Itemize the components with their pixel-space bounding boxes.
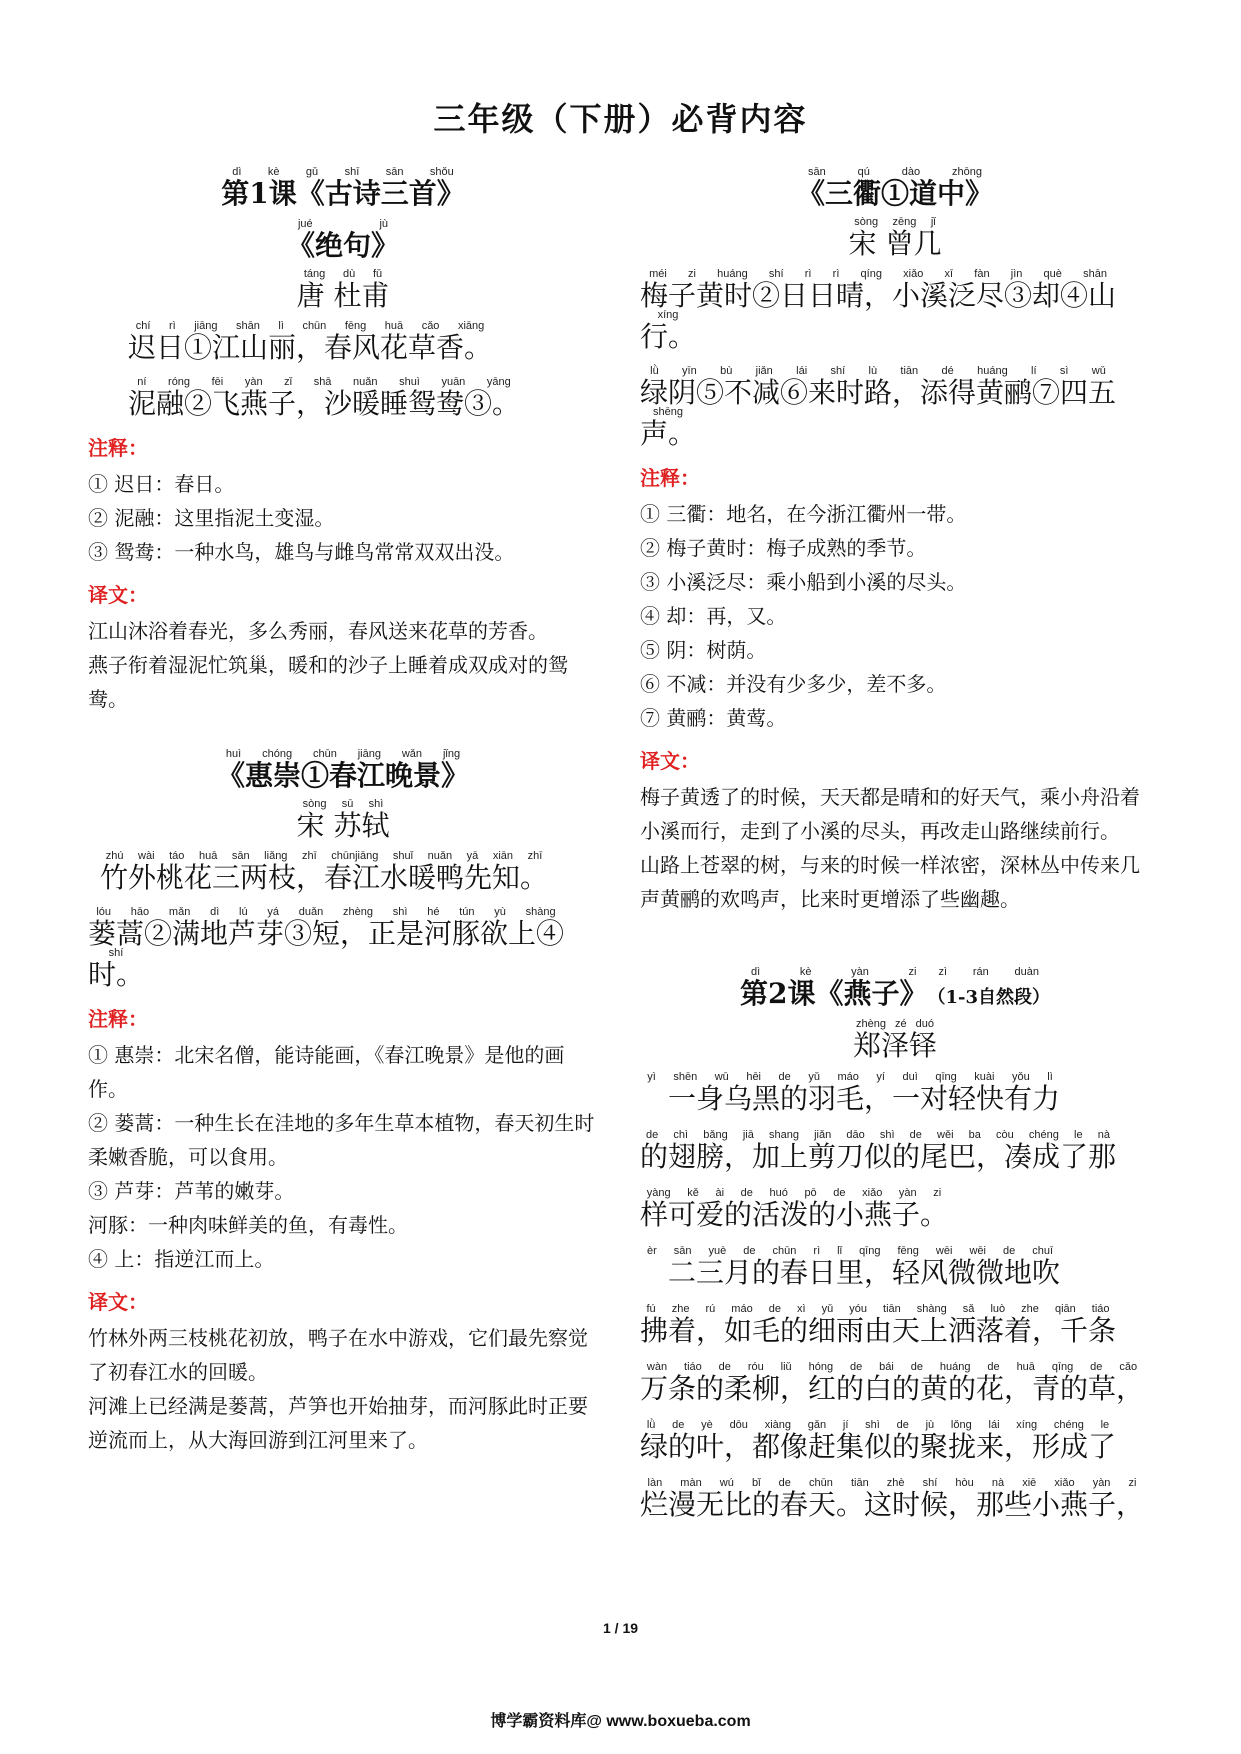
poem3-note: ⑦ 黄鹂：黄莺。 [640,706,787,730]
poem3-author-line [640,216,1150,262]
poem2-verse-1 [88,850,598,896]
page-number: 1 / 19 [602,1620,639,1636]
poem2-translation-heading: 译文： [88,1290,148,1314]
lesson2-line-text: 二三月的春日里，轻风微微地吹 [640,1256,1061,1289]
poem1-translation: 江山沐浴着春光，多么秀丽，春风送来花草的芳香。 [88,619,548,643]
poem3-line1: 梅子黄时②日日晴，小溪泛尽③却④山行。 [640,279,1117,353]
lesson2-author: 郑泽铎 [852,1029,937,1062]
lesson2-range: （1-3自然段） [927,987,1050,1008]
poem1-title: 《绝句》 [286,229,399,262]
lesson2-line [640,1070,1150,1128]
poem1-line1-pinyin: chí rì jiāng shān lì chūn fēng huā cǎo xiāng [128,320,492,332]
poem3-author: 宋 曾几 [848,227,942,260]
poem1-note: ① 迟日：春日。 [88,472,235,496]
lesson2-line [640,1128,1150,1186]
poem2-note: ② 蒌蒿：一种生长在洼地的多年生草本植物，春天初生时柔嫩香脆，可以食用。 [88,1111,595,1169]
poem2-note: ④ 上：指逆江而上。 [88,1247,275,1271]
poem1-author: 唐 杜甫 [296,279,390,312]
poem2-author: 宋 苏轼 [296,809,390,842]
lesson2-author-pinyin: zhèng zé duó [852,1018,937,1030]
lesson2-author-line [640,1018,1150,1064]
lesson2-line-pinyin: lǜ de yè dōu xiàng gǎn jí shì de jù lǒng lái xíng chéng le [640,1419,1116,1431]
left-column [88,160,598,1457]
poem1-heading [88,218,598,264]
poem2-heading [88,748,598,794]
poem2-notes-heading: 注释： [88,1007,148,1031]
poem2-note: 河豚：一种肉味鲜美的鱼，有毒性。 [88,1213,408,1237]
poem1-verse-2 [88,376,598,422]
poem3-note: ① 三衢：地名，在今浙江衢州一带。 [640,502,967,526]
poem2-title-pinyin: huì chóng chūn jiāng wǎn jǐng [216,748,469,760]
poem1-line2-pinyin: ní róng fēi yàn zǐ shā nuǎn shuì yuān yāng [128,376,521,388]
lesson2-line [640,1302,1150,1360]
lesson2-line [640,1186,1150,1244]
poem1-note: ② 泥融：这里指泥土变湿。 [88,506,335,530]
lesson2-line-pinyin: èr sān yuè de chūn rì lǐ qīng fēng wēi wēi de chuī [640,1245,1060,1257]
lesson2-line-pinyin: yì shēn wū hēi de yǔ máo yí duì qīng kuài yǒu lì [640,1071,1061,1083]
lesson1-title: 第1课《古诗三首》 [221,177,465,210]
lesson2-line-text: 一身乌黑的羽毛，一对轻快有力 [640,1082,1061,1115]
poem3-line2: 绿阴⑤不减⑥来时路，添得黄鹂⑦四五声。 [640,376,1117,450]
lesson2-line-pinyin: làn màn wú bǐ de chūn tiān zhè shí hòu nà xiē xiǎo yàn zi [640,1477,1144,1489]
poem2-author-line [88,798,598,844]
lesson1-heading [88,166,598,212]
right-column [640,160,1150,1534]
poem3-note: ⑥ 不减：并没有少多少，差不多。 [640,672,947,696]
poem3-note: ⑤ 阴：树荫。 [640,638,767,662]
lesson2-line [640,1360,1150,1418]
poem3-note: ② 梅子黄时：梅子成熟的季节。 [640,536,927,560]
lesson2-line-text: 烂漫无比的春天。这时候，那些小燕子， [640,1488,1145,1521]
poem3-title: 《三衢①道中》 [796,177,993,210]
poem3-verse-1 [640,268,1150,355]
poem2-line2-pinyin: lóu hāo mǎn dì lú yá duǎn zhèng shì hé tún yù shàng shí [88,906,564,959]
lesson2-text [640,1070,1150,1534]
poem1-translation: 燕子衔着湿泥忙筑巢，暖和的沙子上睡着成双成对的鸳鸯。 [88,653,568,711]
lesson2-line-text: 拂着，如毛的细雨由天上洒落着，千条 [640,1314,1117,1347]
lesson2-line-pinyin: fú zhe rú máo de xì yǔ yóu tiān shàng sǎ luò zhe qiān tiáo [640,1303,1117,1315]
poem2-author-pinyin: sòng sū shì [296,798,390,810]
poem3-line2-pinyin: lǜ yīn bù jiǎn lái shí lù tiān dé huáng lí sì wǔ shēng [640,365,1117,418]
poem1-line2: 泥融②飞燕子，沙暖睡鸳鸯③。 [128,387,521,420]
poem3-heading [640,166,1150,212]
page-title: 三年级（下册）必背内容 [433,100,808,138]
lesson2-line-text: 万条的柔柳，红的白的黄的花，青的草， [640,1372,1145,1405]
poem3-notes-heading: 注释： [640,466,700,490]
poem1-translation-heading: 译文： [88,583,148,607]
lesson2-line [640,1244,1150,1302]
lesson1-pinyin: dì kè gǔ shī sān shǒu [221,166,465,178]
poem3-note: ③ 小溪泛尽：乘小船到小溪的尽头。 [640,570,967,594]
poem2-translation: 竹林外两三枝桃花初放，鸭子在水中游戏，它们最先察觉了初春江水的回暖。 [88,1326,588,1384]
lesson2-line-text: 样可爱的活泼的小燕子。 [640,1198,949,1231]
poem1-note: ③ 鸳鸯：一种水鸟，雄鸟与雌鸟常常双双出没。 [88,540,515,564]
poem3-note: ④ 却：再，又。 [640,604,787,628]
poem1-title-pinyin: jué jù [286,218,399,230]
poem2-note: ① 惠崇：北宋名僧，能诗能画，《春江晚景》是他的画作。 [88,1043,565,1101]
lesson2-line-pinyin: yàng kě ài de huó pō de xiǎo yàn zi [640,1187,948,1199]
poem2-translation: 河滩上已经满是蒌蒿，芦笋也开始抽芽，而河豚此时正要逆流而上，从大海回游到江河里来了。 [88,1394,588,1452]
poem1-author-line [88,268,598,314]
lesson2-title: 第2课《燕子》 [739,977,928,1010]
lesson2-heading [640,966,1150,1012]
lesson2-line [640,1476,1150,1534]
poem2-line2: 蒌蒿②满地芦芽③短，正是河豚欲上④时。 [88,917,565,991]
poem2-line1-pinyin: zhú wài táo huā sān liǎng zhī chūnjiāng shuǐ nuǎn yā xiān zhī [100,850,549,862]
poem1-author-pinyin: táng dù fǔ [296,268,390,280]
lesson2-title-pinyin: dì kè yàn zi [739,966,928,978]
poem1-notes-heading: 注释： [88,436,148,460]
poem3-translation-heading: 译文： [640,749,700,773]
poem3-title-pinyin: sān qú dào zhōng [796,166,993,178]
poem1-line1: 迟日①江山丽，春风花草香。 [128,331,493,364]
poem2-line1: 竹外桃花三两枝，春江水暖鸭先知。 [100,861,549,894]
poem2-title: 《惠崇①春江晚景》 [216,759,469,792]
poem2-note: ③ 芦芽：芦苇的嫩芽。 [88,1179,295,1203]
lesson2-line-text: 的翅膀，加上剪刀似的尾巴，凑成了那 [640,1140,1117,1173]
lesson2-line [640,1418,1150,1476]
poem2-verse-2 [88,906,598,993]
poem1-verse-1 [88,320,598,366]
poem3-verse-2 [640,365,1150,452]
site-footer: 博学霸资料库@ www.boxueba.com [490,1713,751,1730]
lesson2-line-pinyin: de chì bǎng jiā shang jiǎn dāo shì de wěi ba còu chéng le nà [640,1129,1116,1141]
lesson2-range-pinyin: zì rán duàn [927,966,1050,978]
poem3-translation: 山路上苍翠的树，与来的时候一样浓密，深林丛中传来几声黄鹂的欢鸣声，比来时更增添了些幽趣。 [640,853,1140,911]
poem3-author-pinyin: sòng zēng jǐ [848,216,942,228]
poem3-line1-pinyin: méi zi huáng shí rì rì qíng xiǎo xī fàn jìn què shān xíng [640,268,1117,321]
lesson2-line-text: 绿的叶，都像赶集似的聚拢来，形成了 [640,1430,1117,1463]
lesson2-line-pinyin: wàn tiáo de róu liǔ hóng de bái de huáng de huā qīng de cǎo [640,1361,1144,1373]
poem3-translation: 梅子黄透了的时候，天天都是晴和的好天气，乘小舟沿着小溪而行，走到了小溪的尽头，再改走山路继续前行。 [640,785,1140,843]
